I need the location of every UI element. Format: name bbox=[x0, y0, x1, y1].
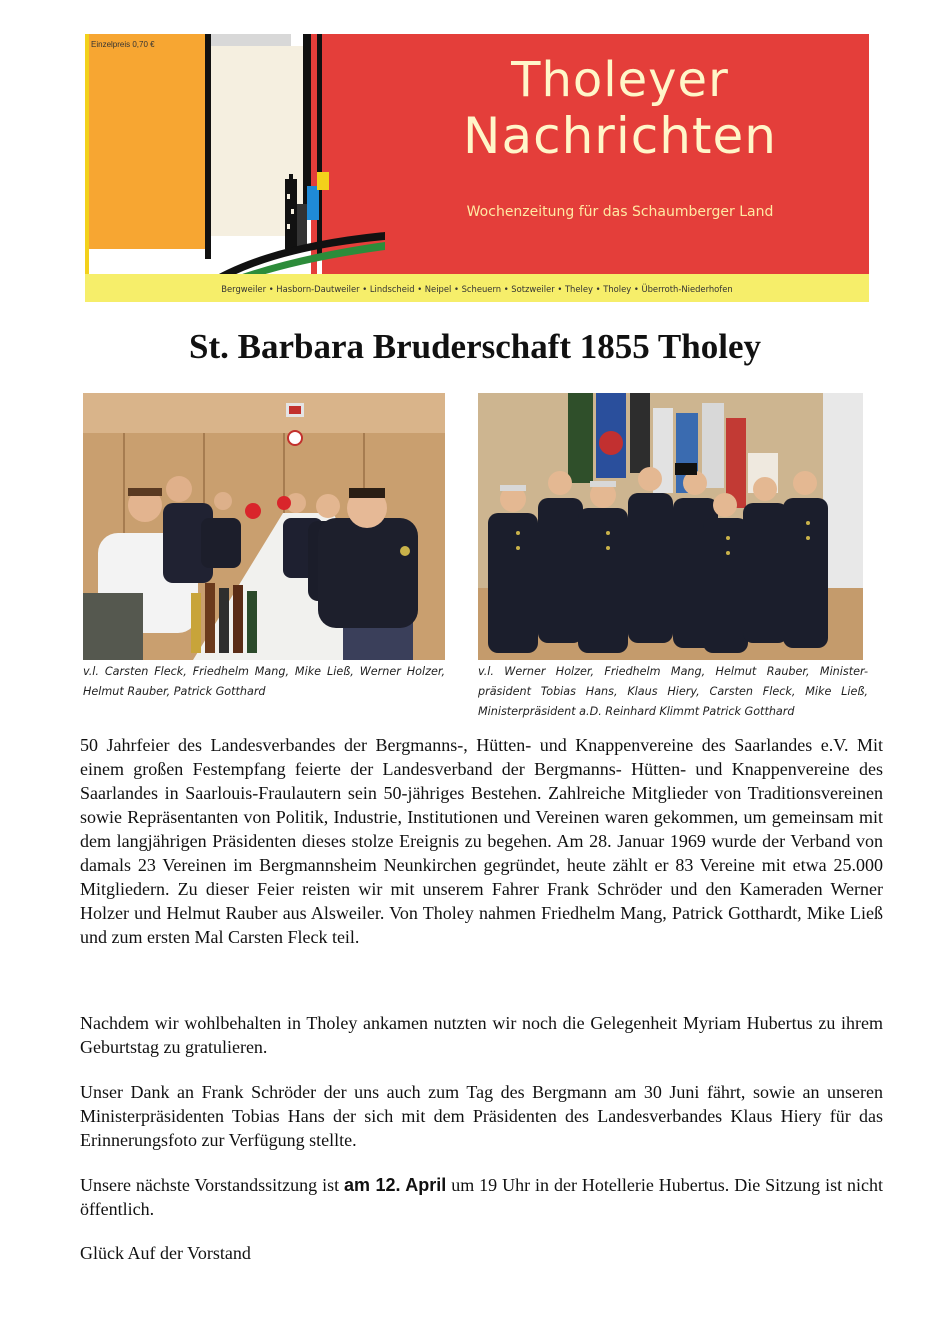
masthead-title bbox=[395, 52, 845, 164]
photo-banquet bbox=[83, 393, 445, 660]
article-paragraph: 50 Jahrfeier des Landesverbandes der Bergmanns-, Hütten- und Knappenvereine des Saarlandes e.V. Mit einem großen Festempfang feierte der Landesverband der Bergmanns- Hütten- und Knappenvereine des Saarlandes in Saarlouis-Fraulautern sein 50-jähriges Bestehen. Zahlreiche Mitglieder von Traditionsvereinen sowie Repräsentanten von Politik, Industrie, Institutionen und Vereinen waren gekommen, um gemeinsam mit dem langjährigen Präsidenten dieses stolze Ereignis zu begehen. Am 28. Januar 1969 wurde der Verband von damals 23 Vereinen im Bergmannsheim Neunkirchen gegründet, heute zählt er 83 Vereine mit etwa 25.000 Mitgliedern. Zu dieser Feier reisten wir mit unserem Fahrer Frank Schröder und den Kameraden Werner Holzer und Helmut Rauber aus Alsweiler. Von Tholey nahmen Friedhelm Mang, Patrick Gotthardt, Mike Ließ und zum ersten Mal Carsten Fleck teil. bbox=[80, 735, 883, 947]
masthead-title-line2: Nachrichten bbox=[463, 107, 777, 165]
masthead-price: Einzelpreis 0,70 € bbox=[91, 40, 155, 49]
masthead-orange-block bbox=[89, 34, 205, 249]
masthead-title-line1: Tholeyer bbox=[511, 52, 729, 108]
photo-caption: v.l. Werner Holzer, Friedhelm Mang, Helmut Rauber, Minister-präsident Tobias Hans, Klaus Hiery, Carsten Fleck, Mike Ließ, Ministerpräsident a.D. Reinhard Klimmt Patrick Gotthard bbox=[478, 665, 868, 718]
meeting-text: um 19 Uhr in der Hotellerie Hubertus. Die Sitzung ist nicht öffentlich. bbox=[80, 1175, 883, 1219]
meeting-date: am 12. April bbox=[344, 1175, 447, 1195]
article-paragraph: Nachdem wir wohlbehalten in Tholey ankamen nutzten wir noch die Gelegenheit Myriam Hubertus zu ihrem Geburtstag zu gratulieren. bbox=[80, 1013, 883, 1057]
masthead-logo bbox=[85, 34, 869, 302]
masthead-subtitle: Wochenzeitung für das Schaumberger Land bbox=[466, 204, 774, 220]
photo-group-flags bbox=[478, 393, 863, 660]
article-signoff: Glück Auf der Vorstand bbox=[80, 1243, 251, 1263]
article-paragraph: Unser Dank an Frank Schröder der uns auch zum Tag des Bergmann am 30 Juni fährt, sowie an unseren Ministerpräsidenten Tobias Hans der sich mit dem Präsidenten des Landesverbandes Klaus Hiery für das Erinnerungsfoto zur Verfügung stellte. bbox=[80, 1082, 883, 1150]
photo-caption: v.l. Carsten Fleck, Friedhelm Mang, Mike Ließ, Werner Holzer, Helmut Rauber, Patrick Gotthard bbox=[83, 665, 445, 698]
article-headline: St. Barbara Bruderschaft 1855 Tholey bbox=[189, 327, 761, 366]
article-paragraph-meeting bbox=[80, 1173, 883, 1221]
masthead-gray-strip bbox=[211, 34, 291, 46]
meeting-text: Unsere nächste Vorstandssitzung ist bbox=[80, 1175, 345, 1195]
masthead-villages: Bergweiler • Hasborn-Dautweiler • Lindscheid • Neipel • Scheuern • Sotzweiler • Theley • Tholey • Überroth-Niederhofen bbox=[221, 284, 733, 294]
